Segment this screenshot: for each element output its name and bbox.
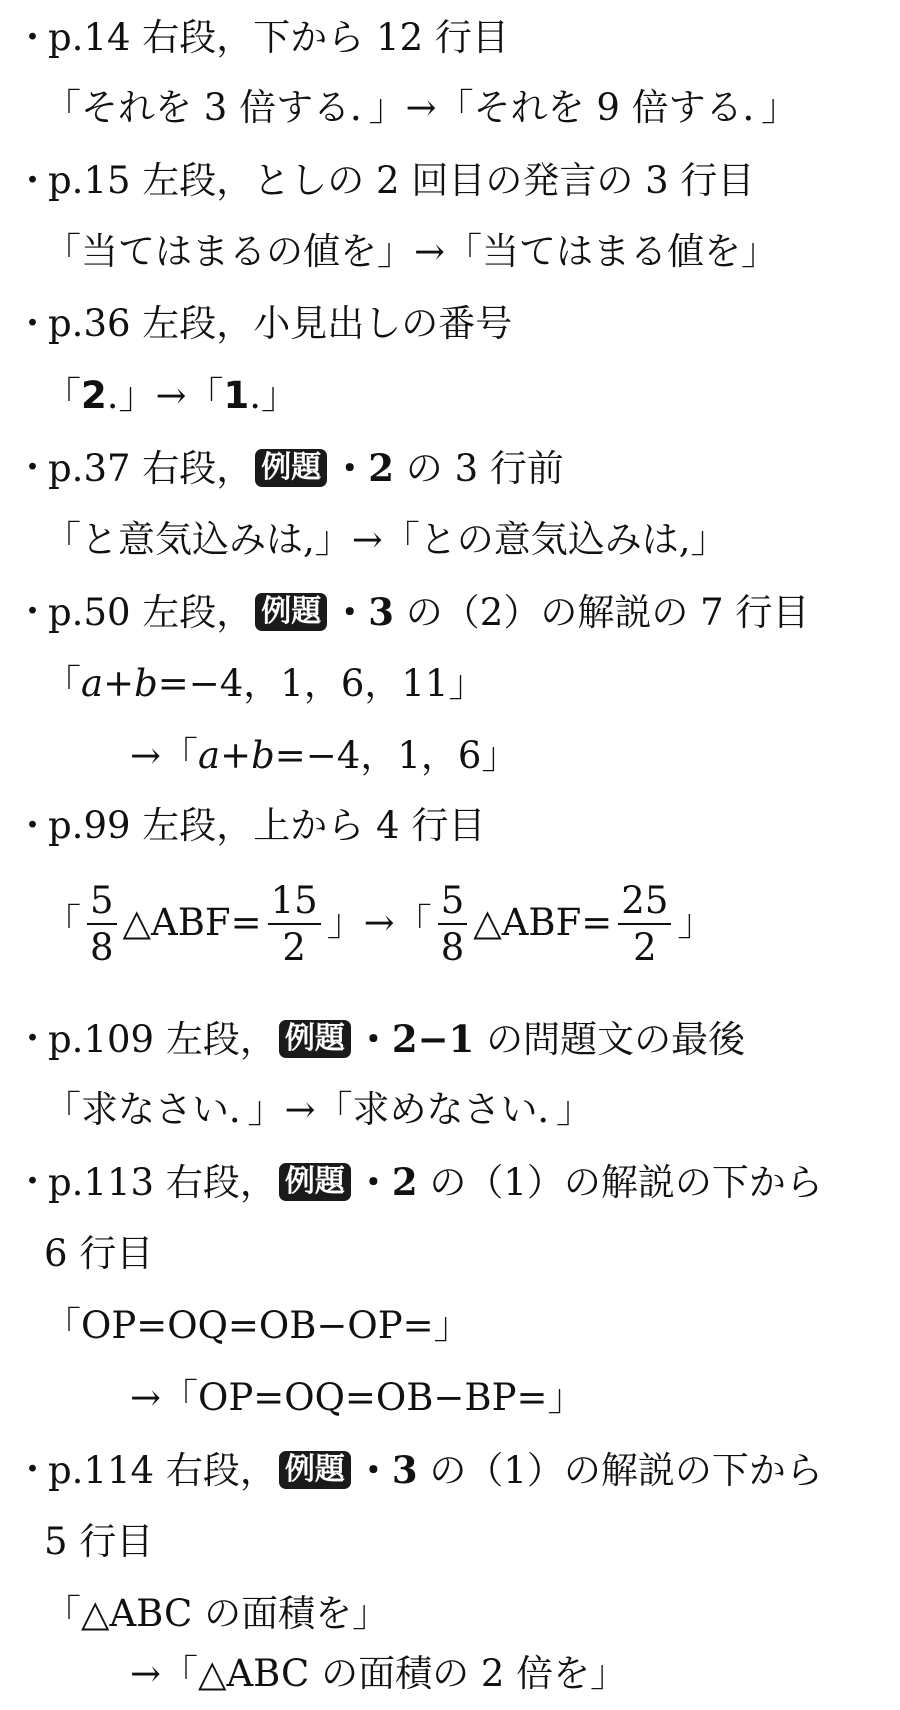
errata-entry-header: ・ p.113 右段， 例題 ・2 の（1）の解説の下から xyxy=(0,1146,900,1218)
correction-text: 「2.」→「1.」 xyxy=(44,374,299,417)
correction-text: 5 行目 xyxy=(44,1520,154,1563)
correction-text: 「求なさい．」→「求めなさい．」 xyxy=(44,1088,594,1131)
bullet: ・ xyxy=(14,804,51,847)
fraction: $\frac{25}{2}$ xyxy=(618,882,671,966)
example-badge: 例題 xyxy=(279,1020,351,1058)
example-number: ・2 xyxy=(331,446,395,490)
example-badge: 例題 xyxy=(279,1163,351,1201)
example-number: ・3 xyxy=(331,590,395,634)
correction-text: 「OP=OQ=OB−OP=」 xyxy=(44,1304,471,1347)
correction-formula: 「 $\frac{5}{8}$ △ABF= $\frac{15}{2}$ 」→「 $\frac{5}{8}$ △ABF= $\frac{25}{2}$ 」 xyxy=(44,878,715,969)
entry-location: p.109 左段， xyxy=(48,1018,277,1061)
bullet: ・ xyxy=(14,590,51,633)
bullet: ・ xyxy=(14,1160,51,1203)
correction-text: 「当てはまるの値を」→「当てはまる値を」 xyxy=(44,230,779,273)
entry-location: p.50 左段， xyxy=(48,591,254,634)
fraction: $\frac{5}{8}$ xyxy=(438,882,468,966)
correction-text: 6 行目 xyxy=(44,1232,154,1275)
errata-entry-header xyxy=(0,145,900,217)
correction-text: →「OP=OQ=OB−BP=」 xyxy=(130,1376,585,1419)
entry-location: p.99 左段，上から 4 行目 xyxy=(48,804,486,847)
fraction: $\frac{5}{8}$ xyxy=(87,882,117,966)
entry-location: p.36 左段，小見出しの番号 xyxy=(48,302,513,345)
example-badge: 例題 xyxy=(255,449,327,487)
bullet: ・ xyxy=(14,446,51,489)
correction-text: →「△ABC の面積の 2 倍を」 xyxy=(130,1652,628,1695)
entry-location: p.114 右段， xyxy=(48,1449,277,1492)
correction-text: 「と意気込みは,」→「との意気込みは,」 xyxy=(44,518,728,561)
bullet: ・ xyxy=(14,159,51,202)
errata-entry-header: ・ p.50 左段， 例題 ・3 の（2）の解説の 7 行目 xyxy=(0,576,900,648)
correction-text: 「a+b=−4，1，6，11」 xyxy=(44,662,486,705)
bullet: ・ xyxy=(14,302,51,345)
entry-location: p.15 左段，としの 2 回目の発言の 3 行目 xyxy=(48,159,755,202)
correction-text: 「それを 3 倍する．」→「それを 9 倍する．」 xyxy=(44,86,799,129)
entry-location: p.113 右段， xyxy=(48,1161,277,1204)
entry-location: p.37 右段， xyxy=(48,447,254,490)
errata-entry-header: ・ p.114 右段， 例題 ・3 の（1）の解説の下から xyxy=(0,1434,900,1506)
bullet: ・ xyxy=(14,1017,51,1060)
errata-entry-header: ・ p.37 右段， 例題 ・2 の 3 行前 xyxy=(0,432,900,504)
example-number: ・2−1 xyxy=(354,1017,475,1061)
correction-text: 「△ABC の面積を」 xyxy=(44,1592,390,1635)
example-number: ・3 xyxy=(354,1448,418,1492)
errata-entry-header xyxy=(0,288,900,360)
correction-text: →「a+b=−4，1，6」 xyxy=(130,734,519,777)
bullet: ・ xyxy=(14,16,51,59)
fraction: $\frac{15}{2}$ xyxy=(268,882,321,966)
errata-entry-header: ・ p.109 左段， 例題 ・2−1 の問題文の最後 xyxy=(0,1003,900,1075)
errata-entry-header xyxy=(0,790,900,862)
example-badge: 例題 xyxy=(255,593,327,631)
example-number: ・2 xyxy=(354,1160,418,1204)
errata-entry-header xyxy=(0,2,900,74)
bullet: ・ xyxy=(14,1448,51,1491)
example-badge: 例題 xyxy=(279,1451,351,1489)
entry-location: p.14 右段，下から 12 行目 xyxy=(48,16,509,59)
